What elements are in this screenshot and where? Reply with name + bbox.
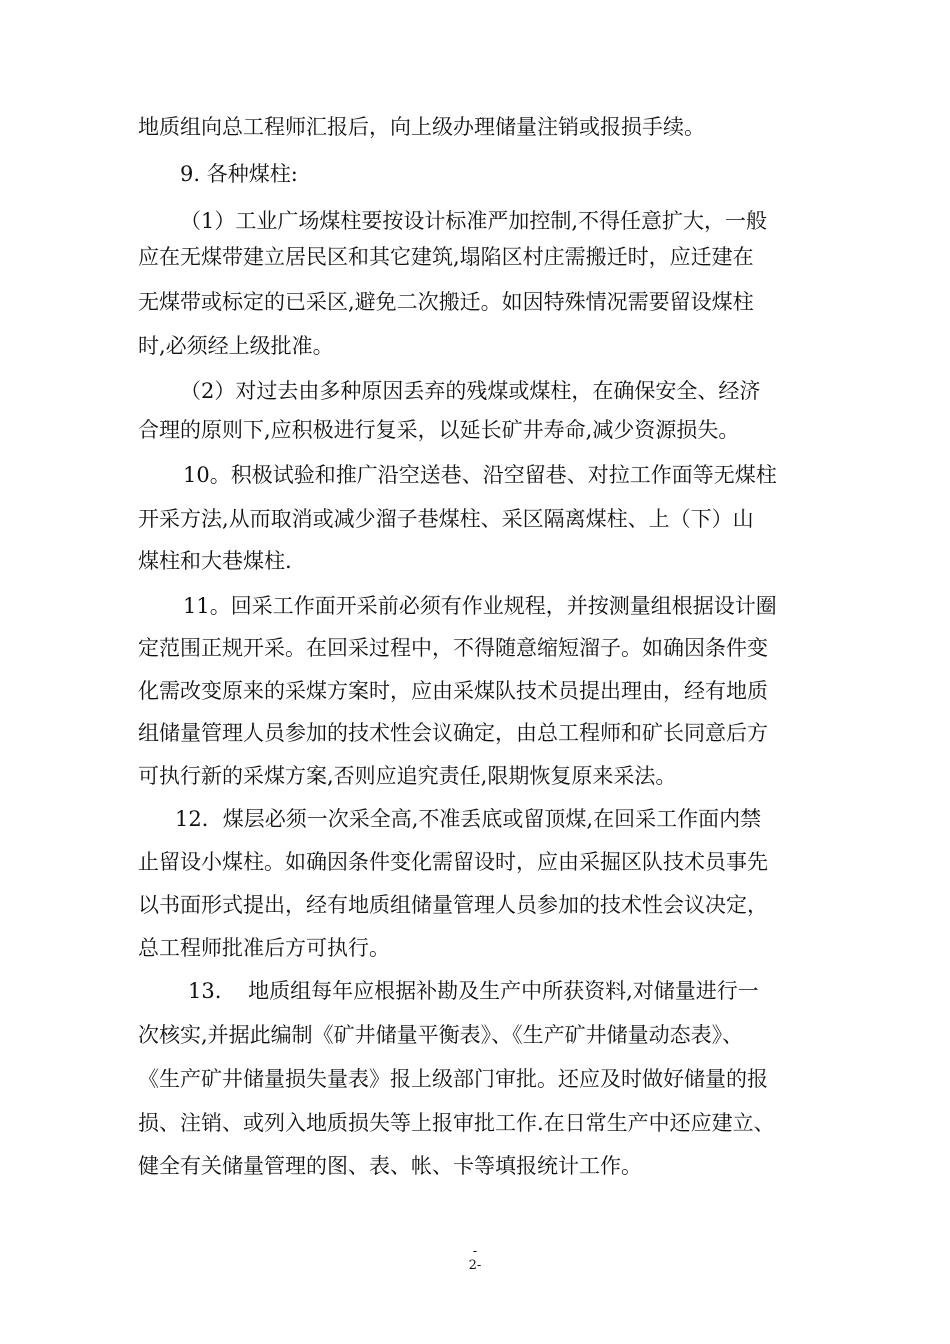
paragraph-line: 无煤带或标定的已采区,避免二次搬迁。如因特殊情况需要留设煤柱 [138, 290, 754, 314]
paragraph-line: 11。回采工作面开采前必须有作业规程，并按测量组根据设计圈 [183, 594, 777, 618]
paragraph-line: 合理的原则下,应积极进行复采，以延长矿井寿命,减少资源损失。 [138, 418, 740, 442]
section-heading: 9. 各种煤柱: [180, 162, 298, 186]
page-number: 2- [468, 1258, 482, 1273]
paragraph-line: 应在无煤带建立居民区和其它建筑,塌陷区村庄需搬迁时，应迁建在 [138, 245, 754, 269]
paragraph-line: 总工程师批准后方可执行。 [138, 936, 390, 960]
paragraph-line: 时,必须经上级批准。 [138, 334, 334, 358]
paragraph-line: 以书面形式提出，经有地质组储量管理人员参加的技术性会议决定， [138, 893, 768, 917]
paragraph-line: 13. 地质组每年应根据补勘及生产中所获资料,对储量进行一 [188, 979, 759, 1003]
footer-dash: - [472, 1244, 478, 1259]
paragraph-line: 健全有关储量管理的图、表、帐、卡等填报统计工作。 [138, 1154, 642, 1178]
paragraph-line: 化需改变原来的采煤方案时，应由采煤队技术员提出理由，经有地质 [138, 679, 768, 703]
paragraph-line: 地质组向总工程师汇报后，向上级办理储量注销或报损手续。 [138, 115, 705, 139]
paragraph-line: 止留设小煤柱。如确因条件变化需留设时，应由采掘区队技术员事先 [138, 850, 768, 874]
paragraph-line: 组储量管理人员参加的技术性会议确定，由总工程师和矿长同意后方 [138, 721, 768, 745]
paragraph-line: 可执行新的采煤方案,否则应追究责任,限期恢复原来采法。 [138, 764, 677, 788]
paragraph-line: 《生产矿井储量损失量表》报上级部门审批。还应及时做好储量的报 [138, 1067, 768, 1091]
paragraph-line: 开采方法,从而取消或减少溜子巷煤柱、采区隔离煤柱、上（下）山 [138, 507, 754, 531]
paragraph-line: 损、注销、或列入地质损失等上报审批工作.在日常生产中还应建立、 [138, 1111, 775, 1135]
paragraph-line: 次核实,并据此编制《矿井储量平衡表》、《生产矿井储量动态表》、 [138, 1023, 744, 1047]
paragraph-line: 定范围正规开采。在回采过程中，不得随意缩短溜子。如确因条件变 [138, 636, 768, 660]
paragraph-line: （1）工业广场煤柱要按设计标准严加控制,不得任意扩大，一般 [180, 209, 768, 233]
paragraph-line: （2）对过去由多种原因丢弃的残煤或煤柱，在确保安全、经济 [180, 379, 761, 403]
paragraph-line: 10。积极试验和推广沿空送巷、沿空留巷、对拉工作面等无煤柱 [183, 463, 777, 487]
paragraph-line: 12．煤层必须一次采全高,不准丢底或留顶煤,在回采工作面内禁 [175, 807, 762, 831]
paragraph-line: 煤柱和大巷煤柱. [138, 549, 292, 573]
